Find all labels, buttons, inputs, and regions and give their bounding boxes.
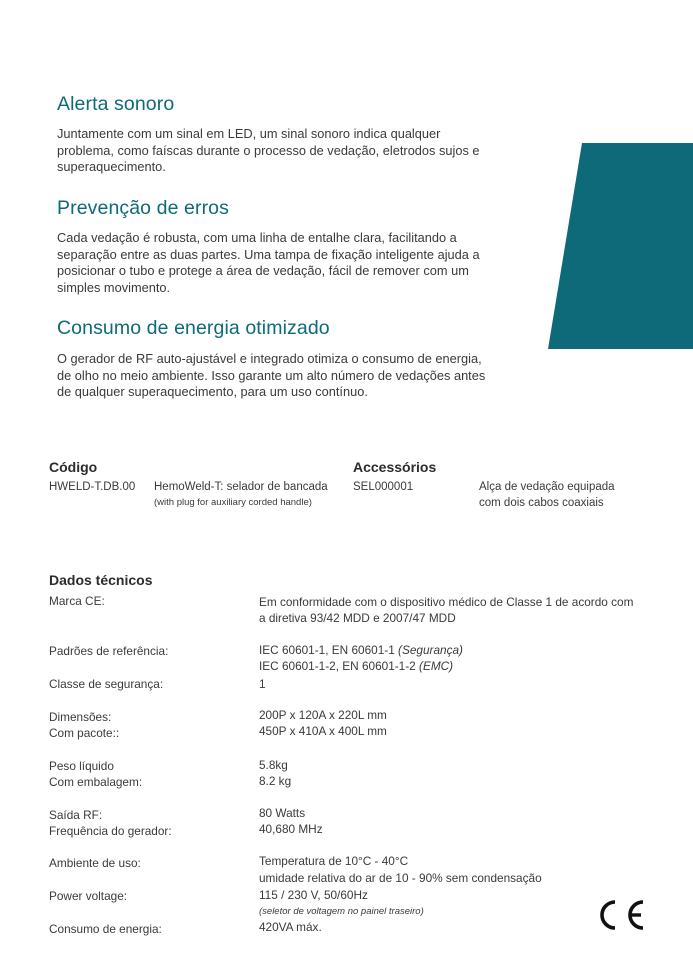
spec-label-saida-rf: Saída RF: xyxy=(49,808,103,822)
spec-value-ambiente-2: umidade relativa do ar de 10 - 90% sem condensação xyxy=(259,871,542,885)
spec-label-embalagem: Com embalagem: xyxy=(49,775,143,789)
spec-label-marca-ce: Marca CE: xyxy=(49,594,105,608)
dados-tecnicos-heading: Dados técnicos xyxy=(49,572,153,588)
spec-value-voltage: 115 / 230 V, 50/60Hz xyxy=(259,888,368,902)
spec-label-ambiente: Ambiente de uso: xyxy=(49,856,141,870)
section-title-alerta-sonoro: Alerta sonoro xyxy=(57,93,175,115)
spec-value-saida-rf: 80 Watts xyxy=(259,806,306,820)
spec-value-pacote: 450P x 410A x 400L mm xyxy=(259,724,387,738)
spec-value-classe: 1 xyxy=(259,677,266,691)
codigo-note: (with plug for auxiliary corded handle) xyxy=(154,497,312,508)
section-body-consumo-energia: O gerador de RF auto-ajustável e integrado otimiza o consumo de energia, de olho no meio ambiente. Isso garante um alto número de vedações antes de qualquer superaquecimento, para um uso contínuo. xyxy=(57,351,486,399)
spec-value-dimensoes: 200P x 120A x 220L mm xyxy=(259,708,387,722)
codigo-code: HWELD-T.DB.00 xyxy=(49,481,136,493)
spec-label-peso: Peso líquido xyxy=(49,759,114,773)
spec-value-padroes-2: IEC 60601-1-2, EN 60601-1-2 xyxy=(259,659,416,673)
acessorios-description-line1: Alça de vedação equipada xyxy=(479,481,615,493)
spec-label-frequencia: Frequência do gerador: xyxy=(49,824,172,838)
spec-value-padroes-line2 xyxy=(259,658,453,674)
spec-value-marca-ce-line1: Em conformidade com o dispositivo médico de Classe 1 de acordo com xyxy=(259,595,634,609)
spec-value-padroes-2-note: (EMC) xyxy=(419,659,454,673)
codigo-description: HemoWeld-T: selador de bancada xyxy=(154,481,328,493)
section-body-prevencao-erros: Cada vedação é robusta, com uma linha de entalhe clara, facilitando a separação entre as duas partes. Uma tampa de fixação inteligente ajuda a posicionar o tubo e protege a área de vedação, fácil de remover com um simples movimento. xyxy=(57,230,480,295)
acessorios-description-line2: com dois cabos coaxiais xyxy=(479,497,604,509)
acessorios-heading: Accessórios xyxy=(353,459,437,475)
spec-value-padroes-1-note: (Segurança) xyxy=(398,643,463,657)
decorative-teal-shape xyxy=(548,143,693,349)
spec-label-consumo: Consumo de energia: xyxy=(49,922,162,936)
spec-value-frequencia: 40,680 MHz xyxy=(259,822,323,836)
spec-value-ambiente-1: Temperatura de 10°C - 40°C xyxy=(259,854,409,868)
spec-value-consumo: 420VA máx. xyxy=(259,920,322,934)
spec-label-pacote: Com pacote:: xyxy=(49,726,120,740)
spec-label-dimensoes: Dimensões: xyxy=(49,710,112,724)
section-title-prevencao-erros: Prevenção de erros xyxy=(57,197,229,219)
section-title-consumo-energia: Consumo de energia otimizado xyxy=(57,317,330,339)
ce-mark-icon xyxy=(597,898,645,932)
spec-value-padroes-1: IEC 60601-1, EN 60601-1 xyxy=(259,643,395,657)
spec-value-peso: 5.8kg xyxy=(259,758,288,772)
spec-label-classe: Classe de segurança: xyxy=(49,677,164,691)
spec-value-padroes-line1 xyxy=(259,642,463,658)
acessorios-code: SEL000001 xyxy=(353,481,414,493)
spec-label-padroes: Padrões de referência: xyxy=(49,644,169,658)
codigo-heading: Código xyxy=(49,459,98,475)
spec-label-voltage: Power voltage: xyxy=(49,889,128,903)
section-body-alerta-sonoro: Juntamente com um sinal em LED, um sinal sonoro indica qualquer problema, como faíscas durante o processo de vedação, eletrodos sujos e superaquecimento. xyxy=(57,126,480,174)
spec-value-voltage-note: (seletor de voltagem no painel traseiro) xyxy=(259,906,424,917)
spec-value-marca-ce-line2: a diretiva 93/42 MDD e 2007/47 MDD xyxy=(259,611,456,625)
spec-value-embalagem: 8.2 kg xyxy=(259,774,292,788)
